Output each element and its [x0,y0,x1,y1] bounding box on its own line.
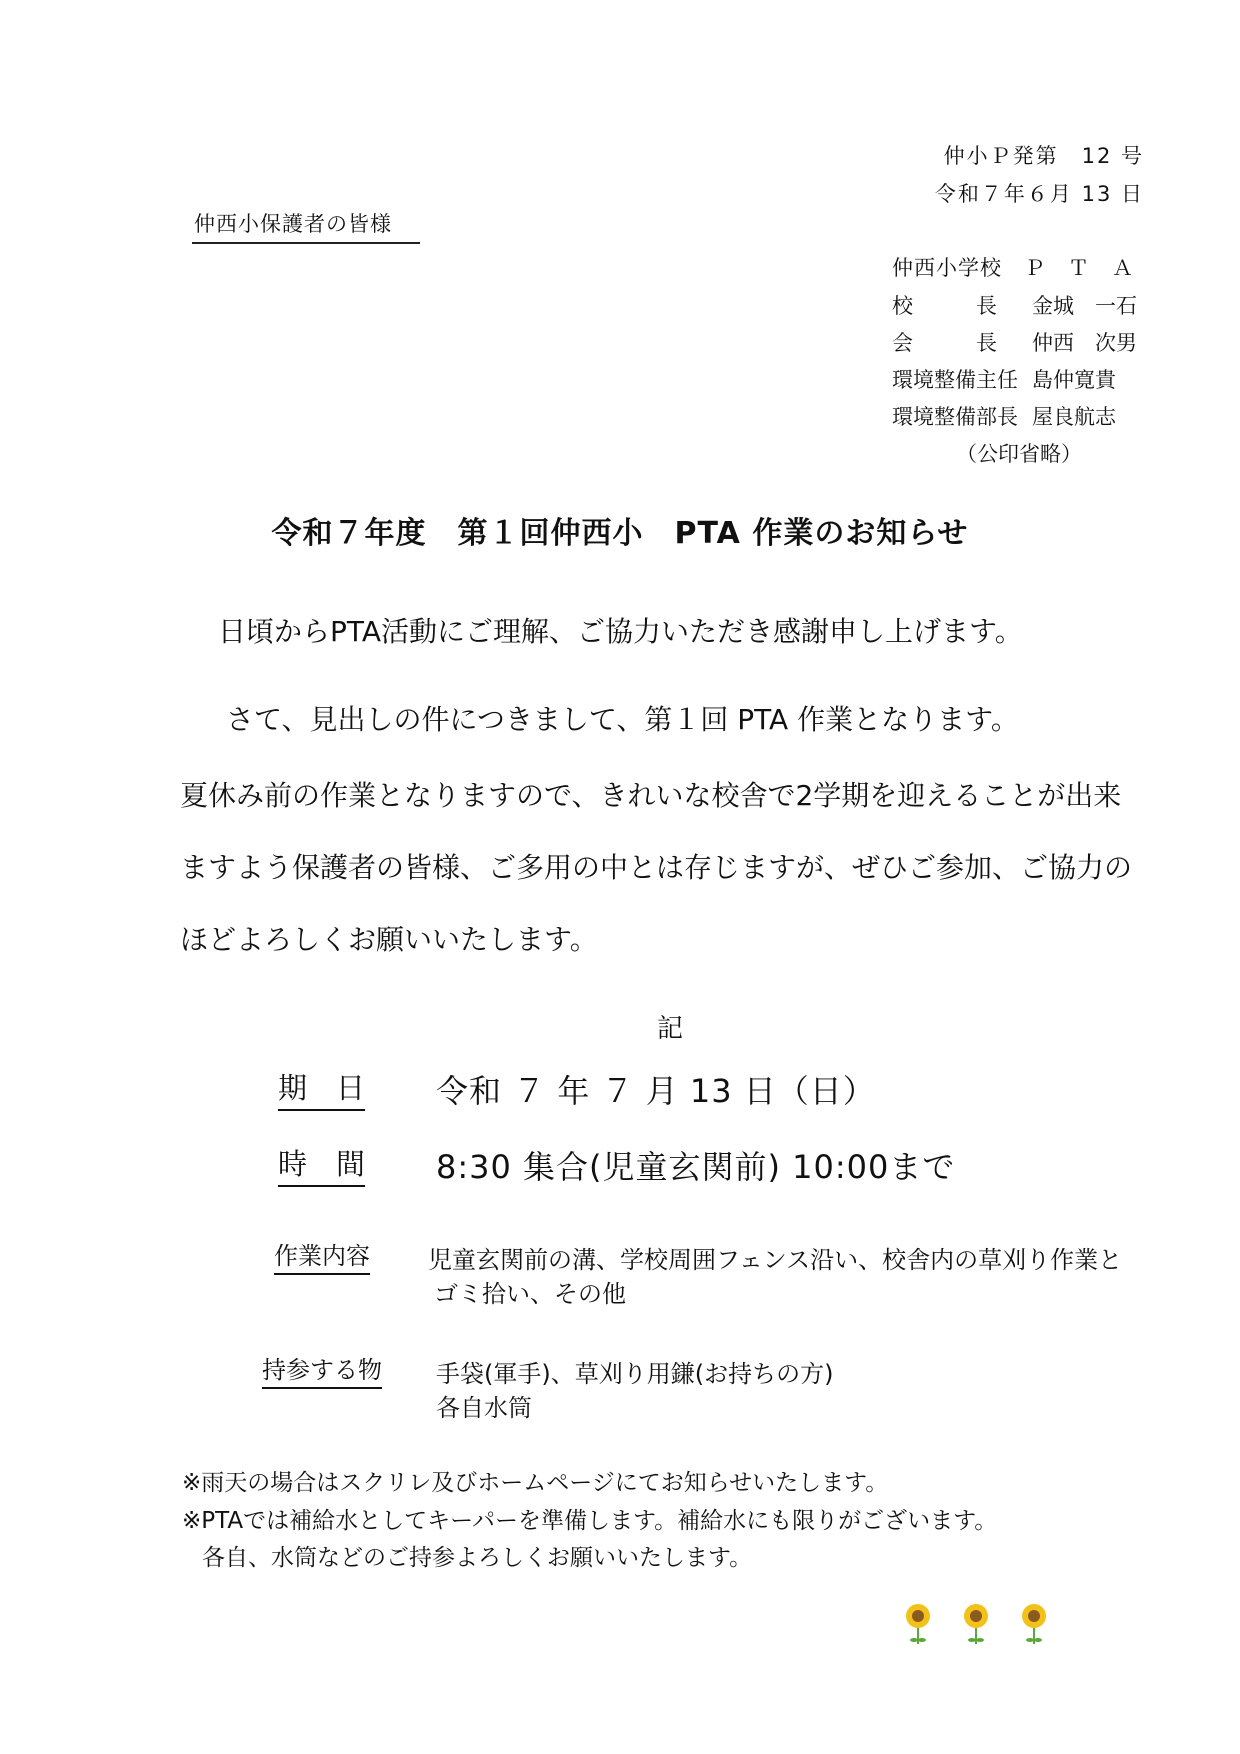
sender-role: 校 長 [892,294,997,318]
seal-omitted-note: （公印省略） [956,442,1082,466]
addressee: 仲西小保護者の皆様 [192,208,420,244]
greeting-paragraph: 日頃からPTA活動にご理解、ご協力いただき感謝申し上げます。 [218,615,1023,648]
date-value: 令和 ７ 年 ７ 月 13 日（日） [436,1072,876,1110]
items-value: 各自水筒 [436,1394,532,1422]
sender-name: 屋良航志 [1032,405,1116,429]
sender-environment-chief [892,364,1116,394]
body-line: ますよう保護者の皆様、ご多用の中とは存じますが、ぜひご参加、ご協力の [180,851,1133,884]
document-date: 令和７年６月 13 日 [934,182,1144,206]
sender-role: 会 長 [892,331,997,355]
sunflower-icon [906,1604,930,1644]
sunflower-icon [1022,1604,1046,1644]
sender-environment-head [892,401,1116,431]
sender-organization: 仲西小学校 Ｐ Ｔ Ａ [892,256,1134,280]
sender-role: 環境整備主任 [892,368,1018,392]
page-title: 令和７年度 第１回仲西小 PTA 作業のお知らせ [271,516,969,551]
work-content-value: ゴミ拾い、その他 [434,1280,626,1308]
items-value: 手袋(軍手)、草刈り用鎌(お持ちの方) [436,1360,834,1388]
time-value: 8:30 集合(児童玄関前) 10:00まで [436,1148,956,1186]
water-note-continued: 各自、水筒などのご持参よろしくお願いいたします。 [202,1545,753,1571]
water-note: ※PTAでは補給水としてキーパーを準備します。補給水にも限りがございます。 [182,1508,998,1534]
body-line: ほどよろしくお願いいたします。 [180,923,598,956]
sunflower-decoration [904,1600,1064,1650]
sender-principal [892,290,1137,320]
sender-name: 金城 一石 [1032,294,1137,318]
rain-note: ※雨天の場合はスクリレ及びホームページにてお知らせいたします。 [182,1470,889,1496]
document-number: 仲小Ｐ発第 12 号 [943,144,1144,168]
sender-name: 島仲寛貴 [1032,368,1116,392]
sunflower-icon [964,1604,988,1644]
sender-president [892,327,1137,357]
ki-heading: 記 [656,1014,683,1044]
work-content-label: 作業内容 [274,1236,370,1275]
sender-name: 仲西 次男 [1032,331,1137,355]
body-line: 夏休み前の作業となりますので、きれいな校舎で2学期を迎えることが出来 [180,779,1122,812]
items-label: 持参する物 [262,1350,382,1389]
sender-role: 環境整備部長 [892,405,1018,429]
date-label: 期 日 [278,1066,365,1111]
work-content-value: 児童玄関前の溝、学校周囲フェンス沿い、校舎内の草刈り作業と [428,1246,1123,1274]
time-label: 時 間 [278,1142,365,1187]
body-line: さて、見出しの件につきまして、第１回 PTA 作業となります。 [226,703,1019,736]
